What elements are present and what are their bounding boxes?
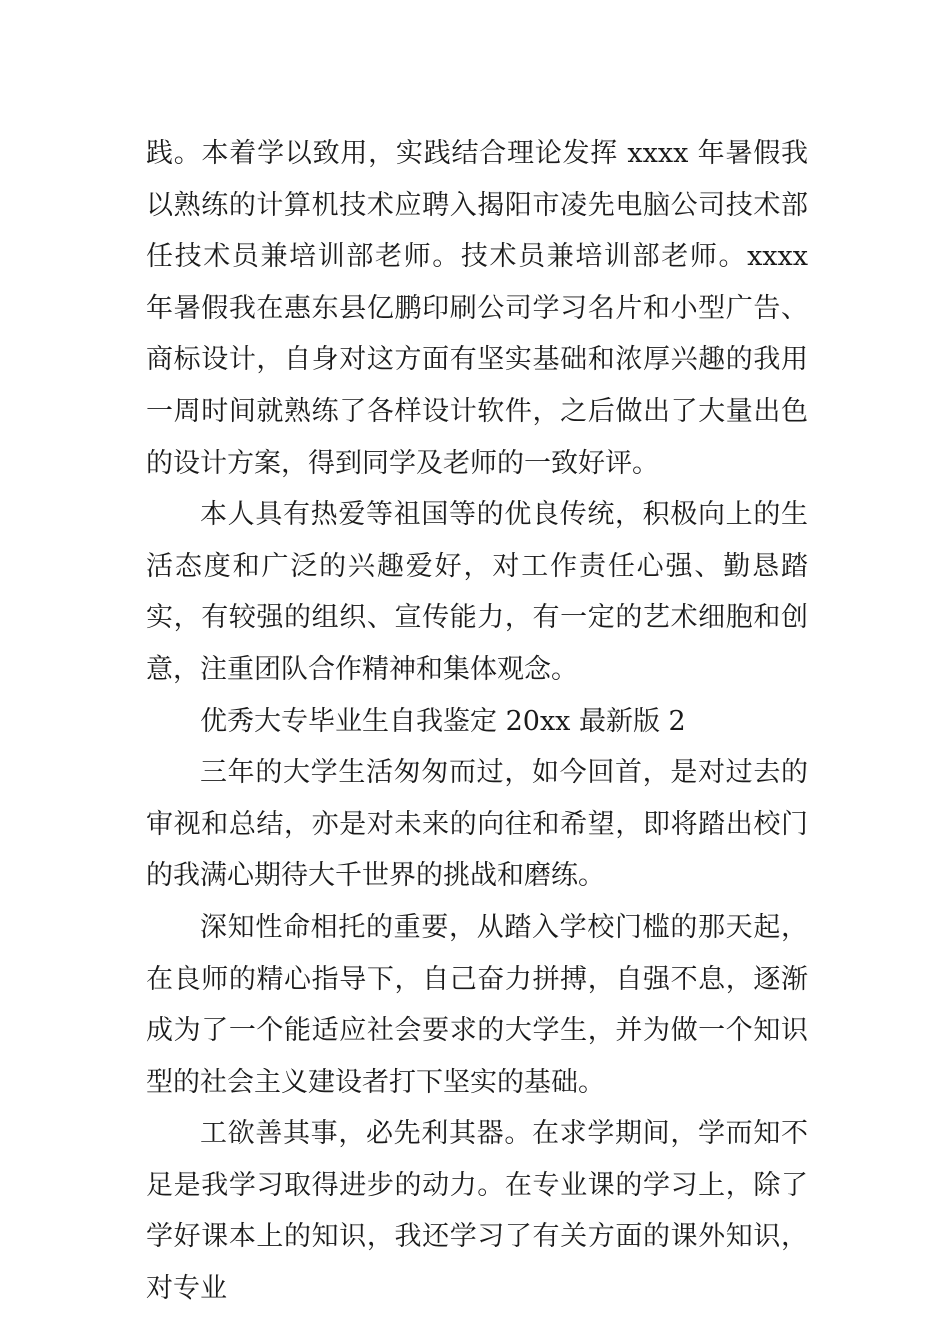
paragraph-continuation: 践。本着学以致用，实践结合理论发挥 xxxx 年暑假我以熟练的计算机技术应聘入揭阳市凌先电脑公司技术部任技术员兼培训部老师。技术员兼培训部老师。xxxx 年暑假我在惠东县亿鹏印刷公司学习名片和小型广告、商标设计，自身对这方面有坚实基础和浓厚兴趣的我用一周时间就熟练了各样设计软件，之后做出了大量出色的设计方案，得到同学及老师的一致好评。 — [146, 138, 808, 479]
section-heading: 优秀大专毕业生自我鉴定 20xx 最新版 2 — [200, 705, 686, 737]
paragraph-growth: 深知性命相托的重要，从踏入学校门槛的那天起，在良师的精心指导下，自己奋力拼搏，自强不息，逐渐成为了一个能适应社会要求的大学生，并为做一个知识型的社会主义建设者打下坚实的基础。 — [146, 911, 808, 1098]
paragraph-study: 工欲善其事，必先利其器。在求学期间，学而知不足是我学习取得进步的动力。在专业课的学习上，除了学好课本上的知识，我还学习了有关方面的课外知识，对专业 — [146, 1118, 808, 1305]
document-body — [146, 128, 808, 1315]
paragraph-personal-qualities: 本人具有热爱等祖国等的优良传统，积极向上的生活态度和广泛的兴趣爱好，对工作责任心强、勤恳踏实，有较强的组织、宣传能力，有一定的艺术细胞和创意，注重团队合作精神和集体观念。 — [146, 499, 808, 685]
paragraph-intro: 三年的大学生活匆匆而过，如今回首，是对过去的审视和总结，亦是对未来的向往和希望，即将踏出校门的我满心期待大千世界的挑战和磨练。 — [146, 757, 808, 892]
